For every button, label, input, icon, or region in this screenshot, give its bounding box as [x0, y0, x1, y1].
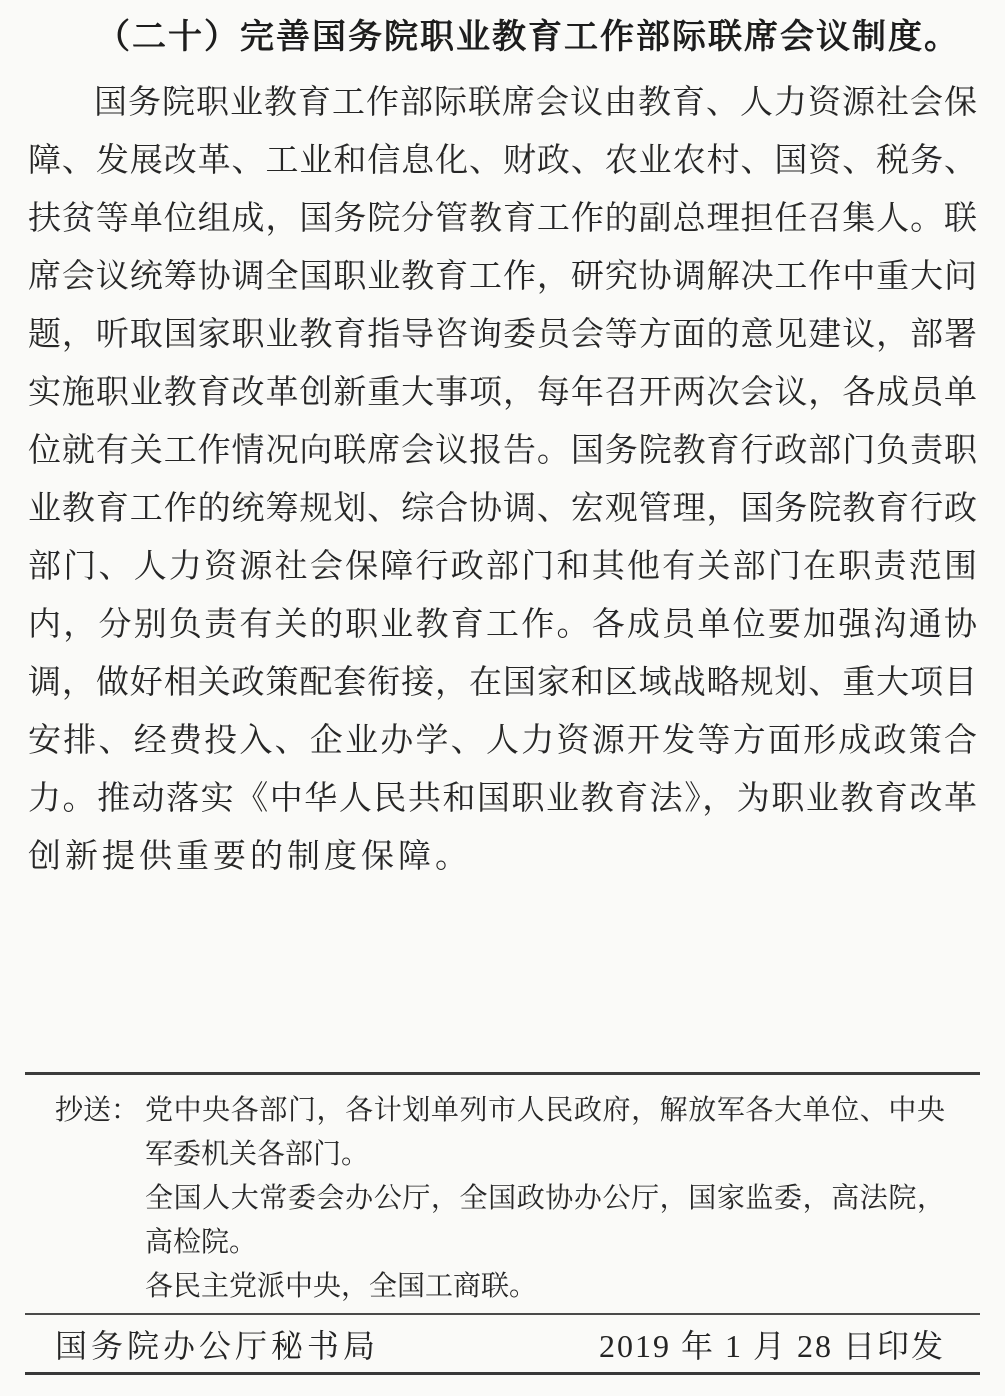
paragraph-line: 调，做好相关政策配套衔接，在国家和区域战略规划、重大项目 [28, 665, 977, 701]
copy-to-line: 全国人大常委会办公厅，全国政协办公厅，国家监委，高法院， [145, 1183, 945, 1214]
paragraph-line: 安排、经费投入、企业办学、人力资源开发等方面形成政策合 [28, 723, 977, 759]
section-heading: （二十）完善国务院职业教育工作部际联席会议制度。 [96, 19, 960, 56]
copy-to-line: 高检院。 [145, 1227, 258, 1258]
copy-to-lines [145, 1089, 945, 1309]
issuing-office: 国务院办公厅秘书局 [55, 1327, 380, 1364]
paragraph-line: 扶贫等单位组成，国务院分管教育工作的副总理担任召集人。联 [28, 201, 977, 237]
copy-to-line: 军委机关各部门。 [145, 1139, 370, 1170]
paragraph-line: 实施职业教育改革创新重大事项，每年召开两次会议，各成员单 [28, 375, 977, 411]
paragraph-line: 国务院职业教育工作部际联席会议由教育、人力资源社会保 [94, 85, 977, 121]
paragraph-line: 障、发展改革、工业和信息化、财政、农业农村、国资、税务、 [28, 143, 977, 179]
paragraph-line: 力。推动落实《中华人民共和国职业教育法》，为职业教育改革 [28, 781, 977, 817]
print-date: 2019 年 1 月 28 日印发 [598, 1327, 945, 1364]
paragraph-line: 创新提供重要的制度保障。 [28, 839, 472, 875]
copy-to-line: 各民主党派中央，全国工商联。 [145, 1271, 538, 1302]
copy-to-label: 抄送： [55, 1095, 140, 1126]
print-footer [25, 1313, 980, 1375]
copy-to-section [25, 1072, 980, 1309]
paragraph-line: 位就有关工作情况向联席会议报告。国务院教育行政部门负责职 [28, 433, 977, 469]
paragraph-line: 席会议统筹协调全国职业教育工作，研究协调解决工作中重大问 [28, 259, 977, 295]
paragraph-line: 部门、人力资源社会保障行政部门和其他有关部门在职责范围 [28, 549, 977, 585]
paragraph-line: 内，分别负责有关的职业教育工作。各成员单位要加强沟通协 [28, 607, 977, 643]
copy-to-line: 党中央各部门，各计划单列市人民政府，解放军各大单位、中央 [145, 1095, 945, 1126]
paragraph-line: 题，听取国家职业教育指导咨询委员会等方面的意见建议，部署 [28, 317, 977, 353]
paragraph-line: 业教育工作的统筹规划、综合协调、宏观管理，国务院教育行政 [28, 491, 977, 527]
copy-to-row [25, 1089, 980, 1309]
